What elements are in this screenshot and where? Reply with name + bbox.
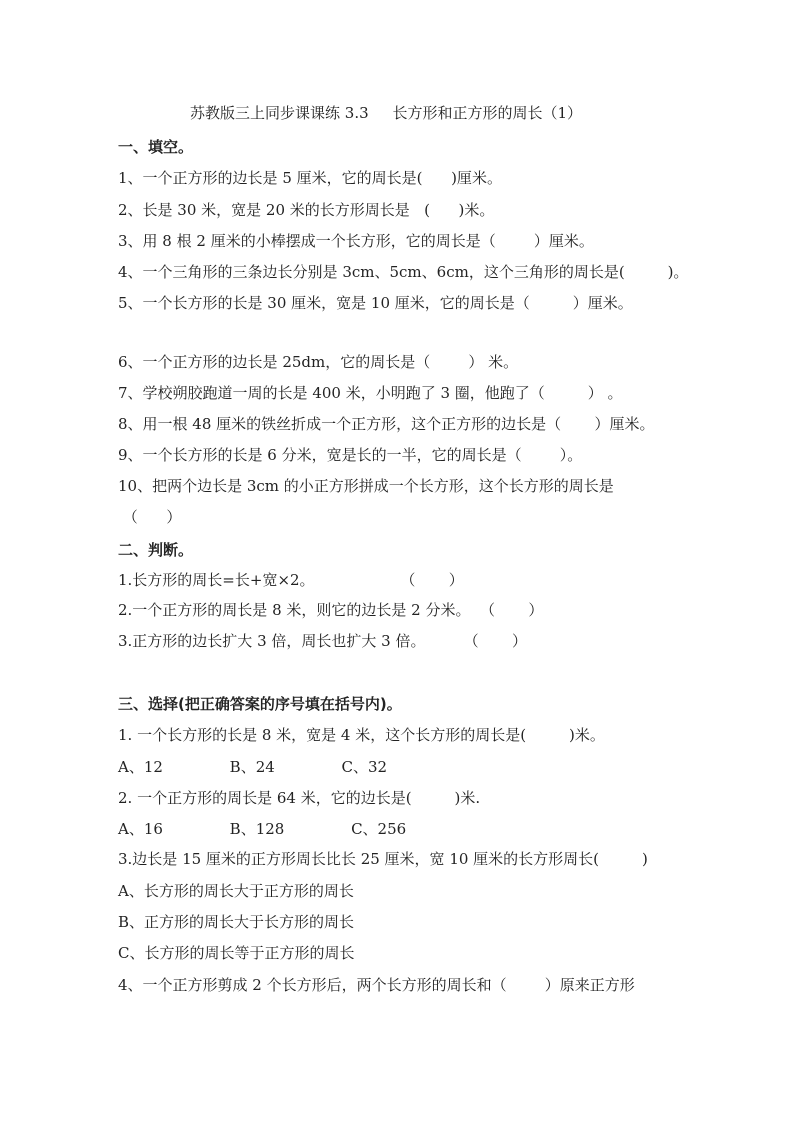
question: 4、一个正方形剪成 2 个长方形后，两个长方形的周长和（ ）原来正方形	[118, 976, 635, 994]
question: 10、把两个边长是 3cm 的小正方形拼成一个长方形，这个长方形的周长是	[118, 477, 614, 495]
question: 4、一个三角形的三条边长分别是 3cm、5cm、6cm，这个三角形的周长是( )。	[118, 263, 689, 281]
question: 2、长是 30 米，宽是 20 米的长方形周长是 ( )米。	[118, 201, 495, 219]
question: 3、用 8 根 2 厘米的小棒摆成一个长方形，它的周长是（ ）厘米。	[118, 232, 594, 250]
option: B、正方形的周长大于长方形的周长	[118, 913, 355, 931]
section-heading-judge: 二、判断。	[118, 541, 194, 559]
options: A、16 B、128 C、256	[118, 820, 407, 838]
option: C、长方形的周长等于正方形的周长	[118, 944, 355, 962]
answer-blank: （ ）	[118, 508, 182, 526]
options: A、12 B、24 C、32	[118, 758, 388, 776]
section-heading-fill-blank: 一、填空。	[118, 138, 194, 156]
question: 2. 一个正方形的周长是 64 米，它的边长是( )米.	[118, 789, 481, 807]
question: 5、一个长方形的长是 30 厘米，宽是 10 厘米，它的周长是（ ）厘米。	[118, 294, 633, 312]
page-title: 苏教版三上同步课课练 3.3 长方形和正方形的周长（1）	[190, 104, 583, 122]
question: 3.正方形的边长扩大 3 倍，周长也扩大 3 倍。 （ ）	[118, 632, 527, 650]
question: 2.一个正方形的周长是 8 米，则它的边长是 2 分米。 （ ）	[118, 601, 544, 619]
question: 8、用一根 48 厘米的铁丝折成一个正方形，这个正方形的边长是（ ）厘米。	[118, 415, 655, 433]
question: 7、学校朔胶跑道一周的长是 400 米，小明跑了 3 圈，他跑了（ ） 。	[118, 384, 623, 402]
section-heading-choice: 三、选择(把正确答案的序号填在括号内)。	[118, 695, 402, 713]
question: 6、一个正方形的边长是 25dm，它的周长是（ ） 米。	[118, 353, 519, 371]
question: 3.边长是 15 厘米的正方形周长比长 25 厘米，宽 10 厘米的长方形周长( )	[118, 850, 648, 868]
question: 1. 一个长方形的长是 8 米，宽是 4 米，这个长方形的周长是( )米。	[118, 726, 605, 744]
question: 9、一个长方形的长是 6 分米，宽是长的一半，它的周长是（ ）。	[118, 446, 583, 464]
question: 1.长方形的周长=长+宽×2。 （ ）	[118, 571, 464, 589]
option: A、长方形的周长大于正方形的周长	[118, 882, 354, 900]
question: 1、一个正方形的边长是 5 厘米，它的周长是( )厘米。	[118, 169, 502, 187]
